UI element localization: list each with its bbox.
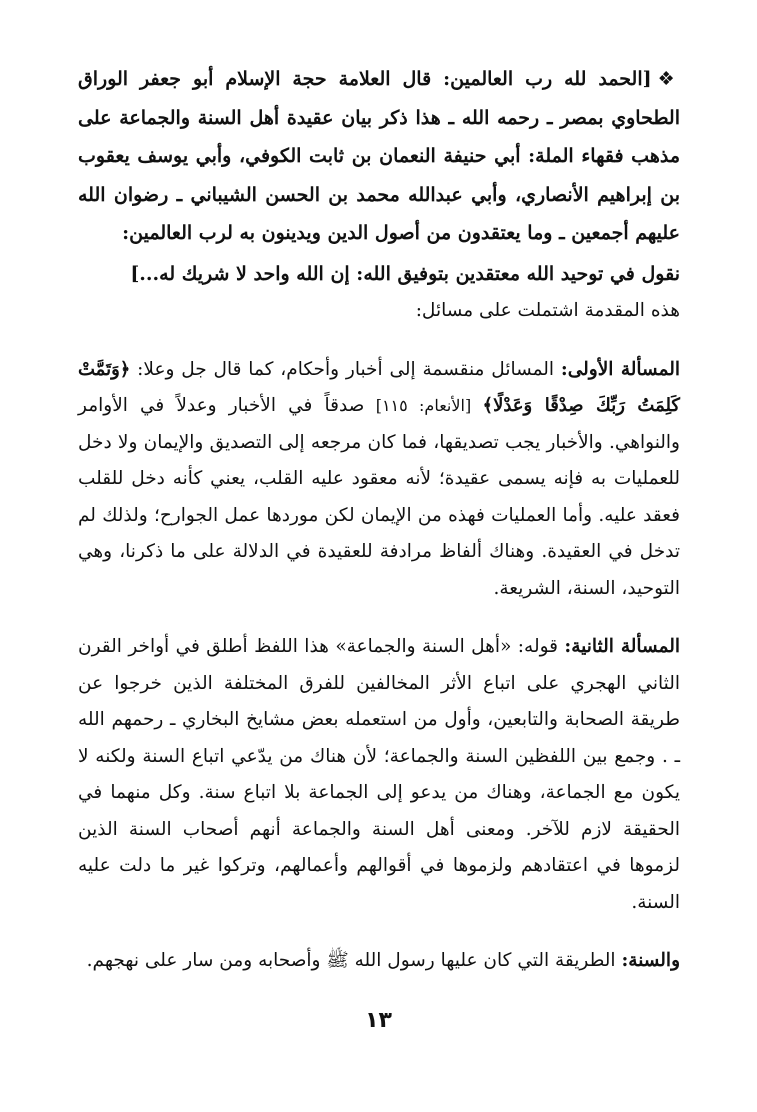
- quran-verse: ﴿وَتَمَّتْ كَلِمَتُ رَبِّكَ صِدْقًا وَعَدْلًا﴾: [78, 358, 681, 416]
- sunnah-definition-paragraph: [78, 943, 680, 980]
- issue-one-text-a: المسائل منقسمة إلى أخبار وأحكام، كما قال جل وعلا:: [130, 358, 561, 380]
- intro-text: [الحمد لله رب العالمين: قال العلامة حجة الإسلام أبو جعفر الوراق الطحاوي بمصر ـ رحمه الله ـ هذا ذكر بيان عقيدة أهل السنة والجماعة على مذهب فقهاء الملة: أبي حنيفة النعمان بن ثابت الكوفي، وأبي يوسف يعقوب بن إبراهيم الأنصاري، وأبي عبدالله محمد بن الحسن الشيباني ـ رضوان الله عليهم أجمعين ـ وما يعتقدون من أصول الدين ويدينون به لرب العالمين:: [78, 68, 680, 244]
- book-page: [78, 60, 680, 1060]
- issue-one-heading: المسألة الأولى:: [560, 358, 680, 380]
- issue-one-paragraph: [78, 352, 680, 608]
- sunnah-definition-heading: والسنة:: [621, 950, 680, 971]
- issue-one-text-b: صدقاً في الأخبار وعدلاً في الأوامر والنواهي. والأخبار يجب تصديقها، فما كان مرجعه إلى التصديق والإيمان ولا دخل للعمليات به فإنه يسمى عقيدة؛ لأنه معقود عليه القلب، يعني كأنه دخل للقلب فعقد عليه. وأما العمليات فهذه من الإيمان لكن موردها عمل الجوارح؛ ولذلك لم تدخل في العقيدة. وهناك ألفاظ مرادفة للعقيدة في الدلالة على ما ذكرنا، وهي التوحيد، السنة، الشريعة.: [78, 395, 680, 599]
- issue-two-text: قوله: «أهل السنة والجماعة» هذا اللفظ أطلق في أواخر القرن الثاني الهجري على اتباع الأثر المخالفين للفرق المختلفة الذين خرجوا عن طريقة الصحابة والتابعين، وأول من استعمله بعض مشايخ البخاري ـ رحمهم الله ـ . وجمع بين اللفظين السنة والجماعة؛ لأن هناك من يدّعي اتباع السنة ولكنه لا يكون مع الجماعة، وهناك من يدعو إلى الجماعة بلا اتباع سنة. وكل منهما في الحقيقة لازم للآخر. ومعنى أهل السنة والجماعة أنهم أصحاب السنة الذين لزموها في اعتقادهم ولزموها في أقوالهم وأعمالهم، وتركوا غير ما دلت عليه السنة.: [78, 636, 680, 913]
- intro-paragraph: [78, 60, 680, 253]
- issue-two-heading: المسألة الثانية:: [564, 636, 680, 657]
- diamond-bullet-icon: ❖: [657, 68, 680, 90]
- intro-tawhid-statement: نقول في توحيد الله معتقدين بتوفيق الله: إن الله واحد لا شريك له...]: [130, 262, 680, 285]
- page-number: ١٣: [365, 1008, 392, 1033]
- preface-line: هذه المقدمة اشتملت على مسائل:: [415, 300, 680, 321]
- issue-two-paragraph: [78, 629, 680, 921]
- sunnah-definition-text: الطريقة التي كان عليها رسول الله ﷺ وأصحابه ومن سار على نهجهم.: [86, 950, 622, 971]
- verse-reference: [الأنعام: ١١٥]: [364, 396, 483, 415]
